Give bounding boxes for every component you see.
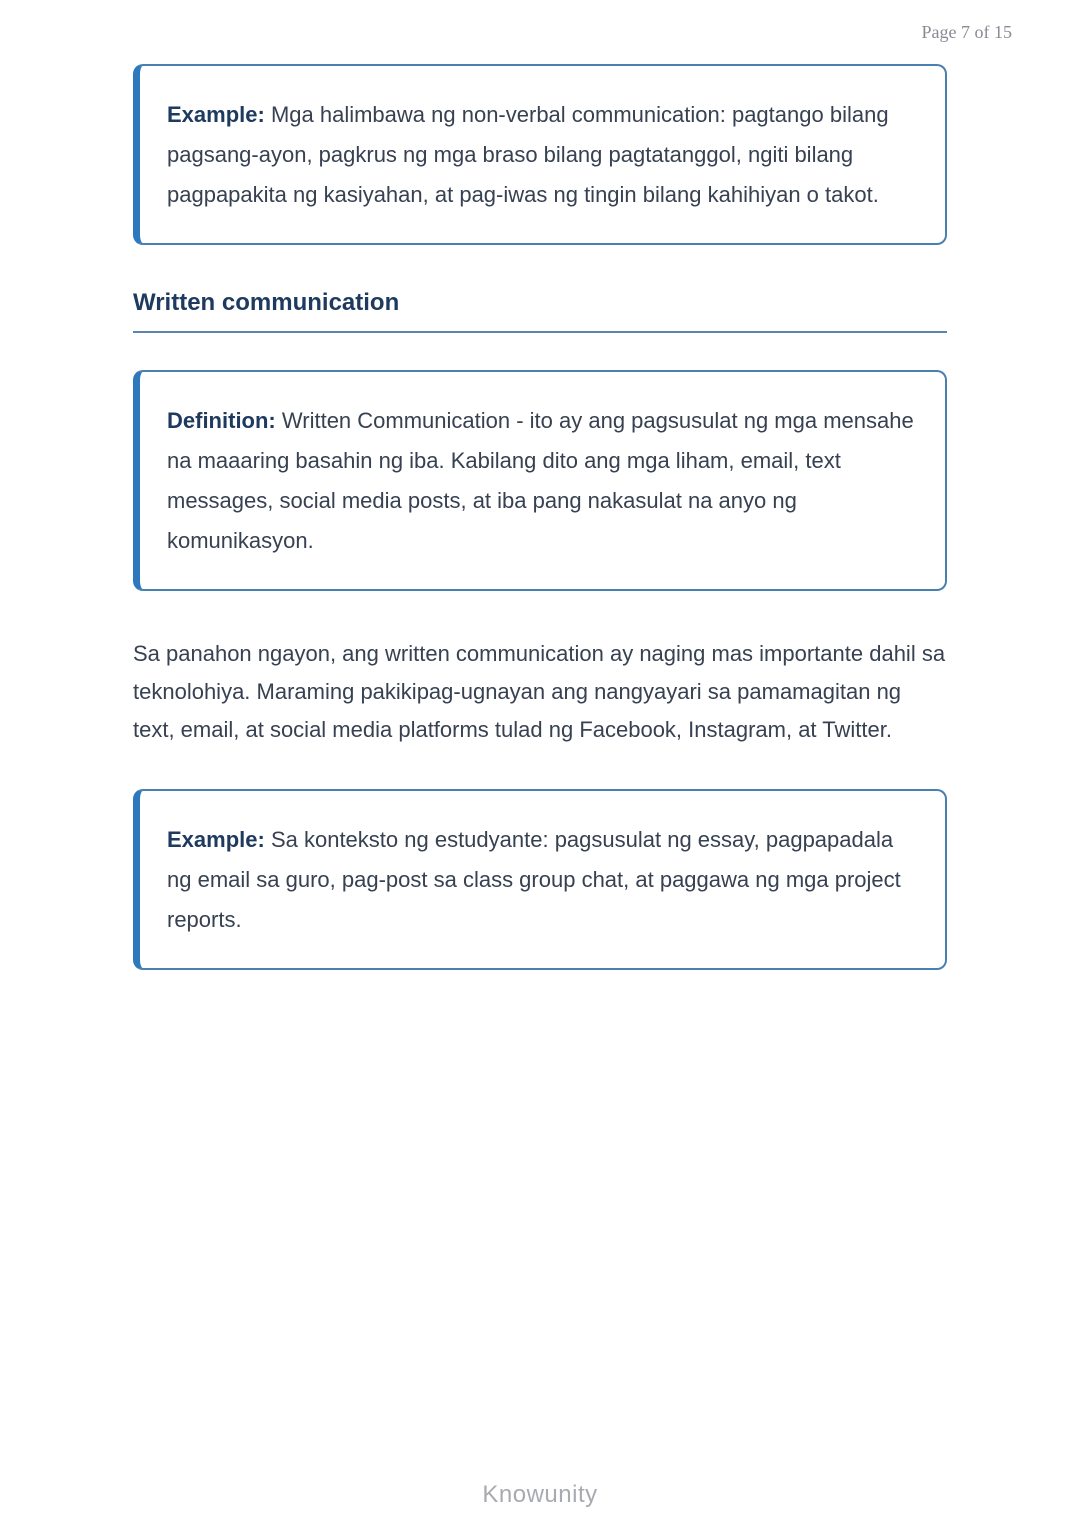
definition-callout — [133, 370, 947, 591]
example-callout-1 — [133, 64, 947, 245]
section-heading-written-communication: Written communication — [133, 289, 400, 316]
example-text: Mga halimbawa ng non-verbal communication: pagtango bilang pagsang-ayon, pagkrus ng mga braso bilang pagtatanggol, ngiti bilang pagpapakita ng kasiyahan, at pag-iwas ng tingin bilang kahihiyan o takot. — [167, 102, 889, 207]
footer-brand: Knowunity — [482, 1481, 598, 1508]
example-text: Sa konteksto ng estudyante: pagsusulat ng essay, pagpapadala ng email sa guro, pag-post sa class group chat, at paggawa ng mga project reports. — [167, 827, 901, 932]
definition-text: Written Communication - ito ay ang pagsusulat ng mga mensahe na maaaring basahin ng iba. Kabilang dito ang mga liham, email, text messages, social media posts, at iba pang nakasulat na anyo ng komunikasyon. — [167, 408, 914, 553]
body-paragraph: Sa panahon ngayon, ang written communication ay naging mas importante dahil sa teknolohiya. Maraming pakikipag-ugnayan ang nangyayari sa pamamagitan ng text, email, at social media platforms tulad ng Facebook, Instagram, at Twitter. — [133, 641, 946, 742]
example-label: Example: — [167, 102, 265, 127]
definition-label: Definition: — [167, 408, 276, 433]
page-content — [133, 64, 947, 970]
page-indicator: Page 7 of 15 — [921, 22, 1012, 42]
section-divider — [133, 331, 947, 333]
example-callout-2 — [133, 789, 947, 970]
example-label: Example: — [167, 827, 265, 852]
